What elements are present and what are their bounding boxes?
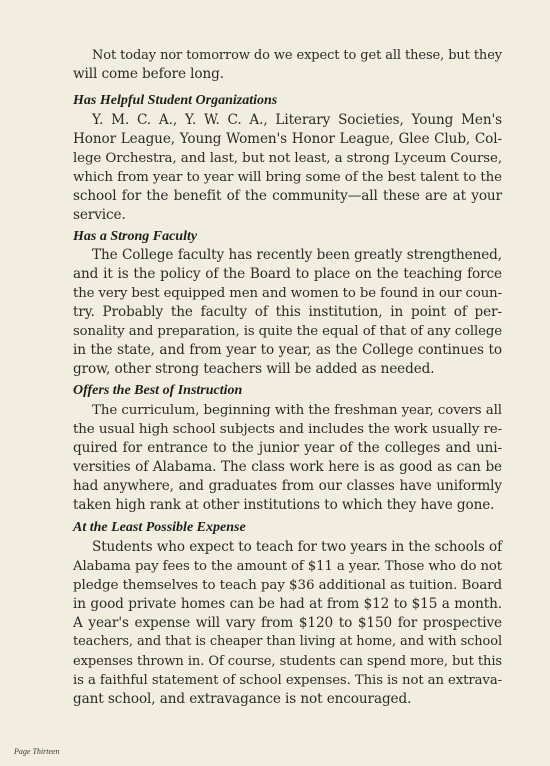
body-line: school for the benefit of the community—all these are at your (73, 188, 502, 204)
body-line: Honor League, Young Women's Honor League, Glee Club, Col- (73, 131, 502, 147)
body-line: pledge themselves to teach pay $36 additional as tuition. Board (73, 578, 502, 593)
body-line: Alabama pay fees to the amount of $11 a year. Those who do not (73, 559, 502, 574)
body-line: versities of Alabama. The class work here is as good as can be (73, 459, 502, 475)
page-number: Page Thirteen (14, 747, 60, 756)
section-heading: Has Helpful Student Organizations (73, 93, 278, 108)
body-line: is a faithful statement of school expenses. This is not an extrava- (73, 673, 502, 688)
body-line: will come before long. (73, 66, 224, 82)
section-heading: Offers the Best of Instruction (73, 383, 243, 398)
body-line: and it is the policy of the Board to place on the teaching force (73, 266, 502, 282)
body-line: quired for entrance to the junior year of the colleges and uni- (73, 440, 502, 456)
body-line: expenses thrown in. Of course, students can spend more, but this (73, 654, 502, 669)
body-line: in good private homes can be had at from $12 to $15 a month. (73, 596, 502, 612)
body-line: the usual high school subjects and includes the work usually re- (73, 422, 502, 437)
body-line: lege Orchestra, and last, but not least, a strong Lyceum Course, (73, 151, 502, 166)
body-line: Students who expect to teach for two years in the schools of (92, 539, 502, 555)
body-line: try. Probably the faculty of this institution, in point of per- (73, 304, 502, 320)
body-line: which from year to year will bring some of the best talent to the (73, 170, 502, 185)
body-line: taken high rank at other institutions to which they have gone. (73, 497, 495, 513)
body-line: had anywhere, and graduates from our classes have uniformly (73, 478, 502, 494)
body-line: teachers, and that is cheaper than living at home, and with school (73, 634, 502, 649)
body-line: grow, other strong teachers will be added as needed. (73, 361, 435, 377)
section-heading: Has a Strong Faculty (73, 229, 198, 244)
body-line: sonality and preparation, is quite the equal of that of any college (73, 324, 502, 339)
body-line: Y. M. C. A., Y. W. C. A., Literary Societies, Young Men's (92, 112, 502, 128)
body-line: in the state, and from year to year, as the College continues to (73, 342, 502, 358)
body-line: service. (73, 207, 126, 223)
body-line: A year's expense will vary from $120 to $150 for prospective (73, 615, 502, 631)
body-line: gant school, and extravagance is not encouraged. (73, 691, 412, 707)
body-line: the very best equipped men and women to be found in our coun- (73, 286, 502, 301)
body-line: The College faculty has recently been greatly strengthened, (92, 247, 502, 263)
section-heading: At the Least Possible Expense (73, 520, 246, 535)
body-line: The curriculum, beginning with the freshman year, covers all (92, 403, 502, 418)
body-line: Not today nor tomorrow do we expect to get all these, but they (92, 48, 502, 63)
